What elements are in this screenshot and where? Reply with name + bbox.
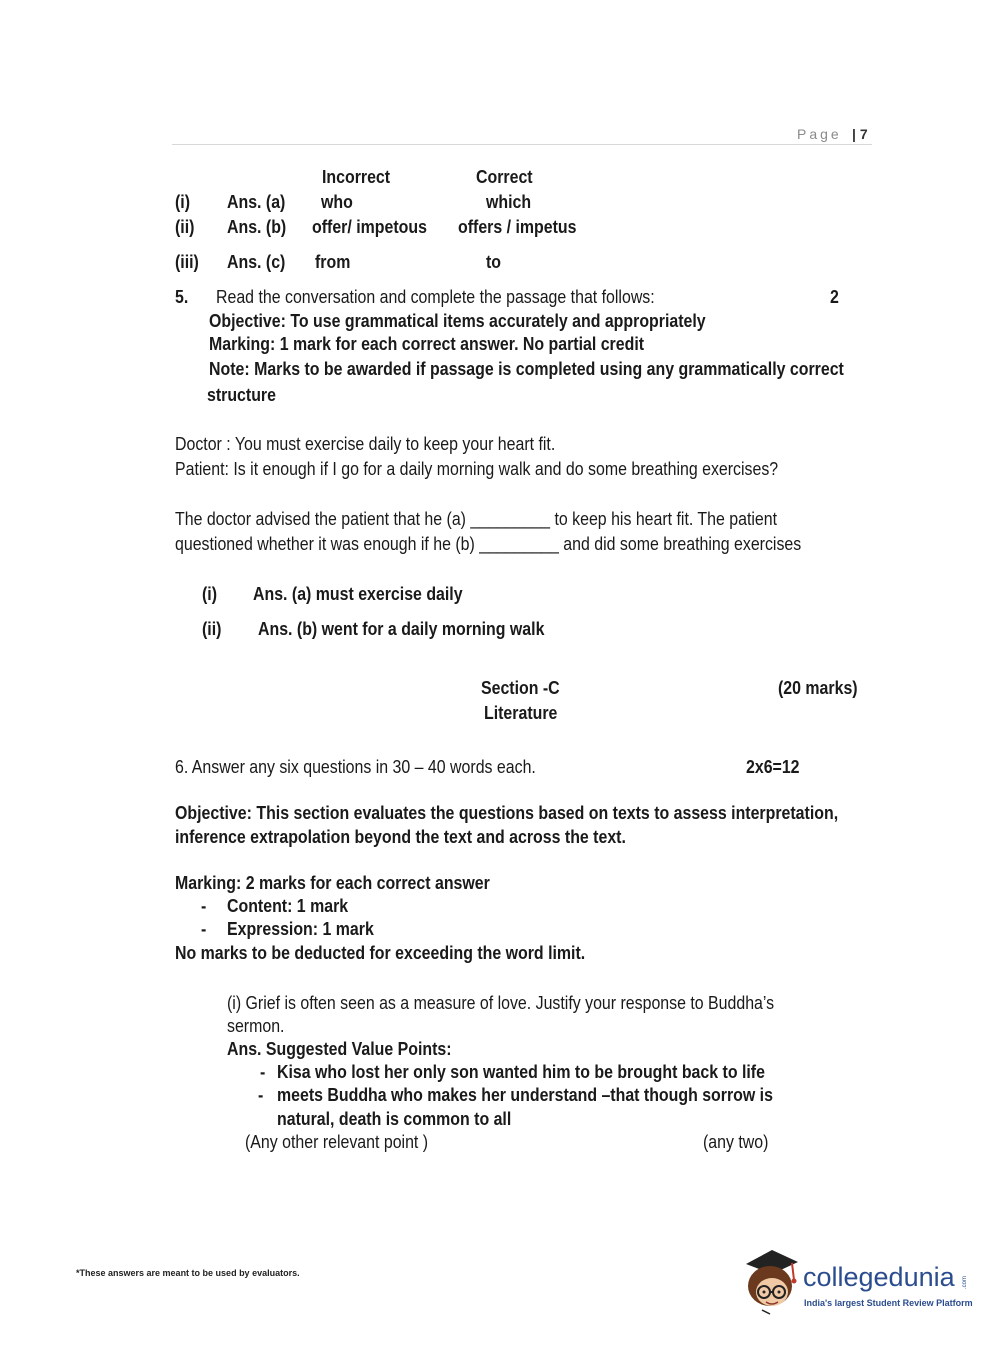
table-row-incorrect: from <box>315 251 351 272</box>
logo-tagline: India's largest Student Review Platform <box>804 1298 973 1308</box>
collegedunia-mascot-icon <box>742 1246 804 1316</box>
bullet-dash: - <box>260 1061 266 1082</box>
col-incorrect-heading: Incorrect <box>322 166 391 187</box>
table-row-ans: Ans. (a) <box>227 191 286 212</box>
section-title: Section -C <box>481 677 560 698</box>
doctor-line: Doctor : You must exercise daily to keep your heart fit. <box>175 433 556 454</box>
table-row-num: (i) <box>175 191 191 212</box>
table-row-ans: Ans. (b) <box>227 216 287 237</box>
q5-number: 5. <box>175 286 189 307</box>
logo-com: .com <box>962 1275 968 1289</box>
bullet-dash: - <box>201 895 207 916</box>
any-two-note: (any two) <box>703 1131 769 1152</box>
table-row-correct: to <box>486 251 502 272</box>
table-row-num: (iii) <box>175 251 199 272</box>
other-point-note: (Any other relevant point ) <box>245 1131 429 1152</box>
table-row-correct: which <box>486 191 532 212</box>
footer-note: *These answers are meant to be used by evaluators. <box>76 1268 300 1278</box>
col-correct-heading: Correct <box>476 166 533 187</box>
value-point: Kisa who lost her only son wanted him to be brought back to life <box>277 1061 765 1082</box>
table-row-incorrect: who <box>321 191 353 212</box>
table-row-incorrect: offer/ impetous <box>312 216 427 237</box>
bullet-dash: - <box>258 1084 264 1105</box>
answer-text: Ans. (a) must exercise daily <box>253 583 463 604</box>
value-point: natural, death is common to all <box>277 1108 512 1129</box>
answer-text: Ans. (b) went for a daily morning walk <box>258 618 545 639</box>
value-point: meets Buddha who makes her understand –that though sorrow is <box>277 1084 773 1105</box>
marking-item: Expression: 1 mark <box>227 918 374 939</box>
patient-line: Patient: Is it enough if I go for a daily morning walk and do some breathing exercises? <box>175 458 779 479</box>
q6-objective: Objective: This section evaluates the questions based on texts to assess interpretation, <box>175 802 839 823</box>
page-label: Page <box>797 126 842 142</box>
q6-sub-question: (i) Grief is often seen as a measure of love. Justify your response to Buddha’s <box>227 992 775 1013</box>
section-marks: (20 marks) <box>778 677 858 698</box>
page-number: | 7 <box>852 126 868 142</box>
bullet-dash: - <box>201 918 207 939</box>
q6-question: 6. Answer any six questions in 30 – 40 words each. <box>175 756 536 777</box>
section-subtitle: Literature <box>484 702 558 723</box>
q5-question: Read the conversation and complete the passage that follows: <box>216 286 655 307</box>
marking-item: Content: 1 mark <box>227 895 349 916</box>
q6-sub-question-cont: sermon. <box>227 1015 285 1036</box>
q6-marking: Marking: 2 marks for each correct answer <box>175 872 490 893</box>
q5-objective: Objective: To use grammatical items accurately and appropriately <box>209 310 706 331</box>
table-row-num: (ii) <box>175 216 195 237</box>
table-row-ans: Ans. (c) <box>227 251 286 272</box>
page-number-value: 7 <box>859 126 868 142</box>
q5-note: Note: Marks to be awarded if passage is completed using any grammatically correct <box>209 358 844 379</box>
q5-marking: Marking: 1 mark for each correct answer. No partial credit <box>209 333 645 354</box>
answer-num: (ii) <box>202 618 222 639</box>
table-row-correct: offers / impetus <box>458 216 577 237</box>
answer-num: (i) <box>202 583 218 604</box>
ans-heading: Ans. Suggested Value Points: <box>227 1038 452 1059</box>
q6-objective-cont: inference extrapolation beyond the text and across the text. <box>175 826 626 847</box>
q6-marks: 2x6=12 <box>746 756 800 777</box>
q6-no-deduct: No marks to be deducted for exceeding the word limit. <box>175 942 586 963</box>
logo-wordmark: collegedunia <box>803 1262 955 1292</box>
passage-line-1: The doctor advised the patient that he (a) _________ to keep his heart fit. The patient <box>175 508 778 529</box>
header-divider <box>172 144 872 145</box>
passage-line-2: questioned whether it was enough if he (b) _________ and did some breathing exercises <box>175 533 802 554</box>
q5-note-cont: structure <box>207 384 276 405</box>
q5-marks: 2 <box>830 286 839 307</box>
